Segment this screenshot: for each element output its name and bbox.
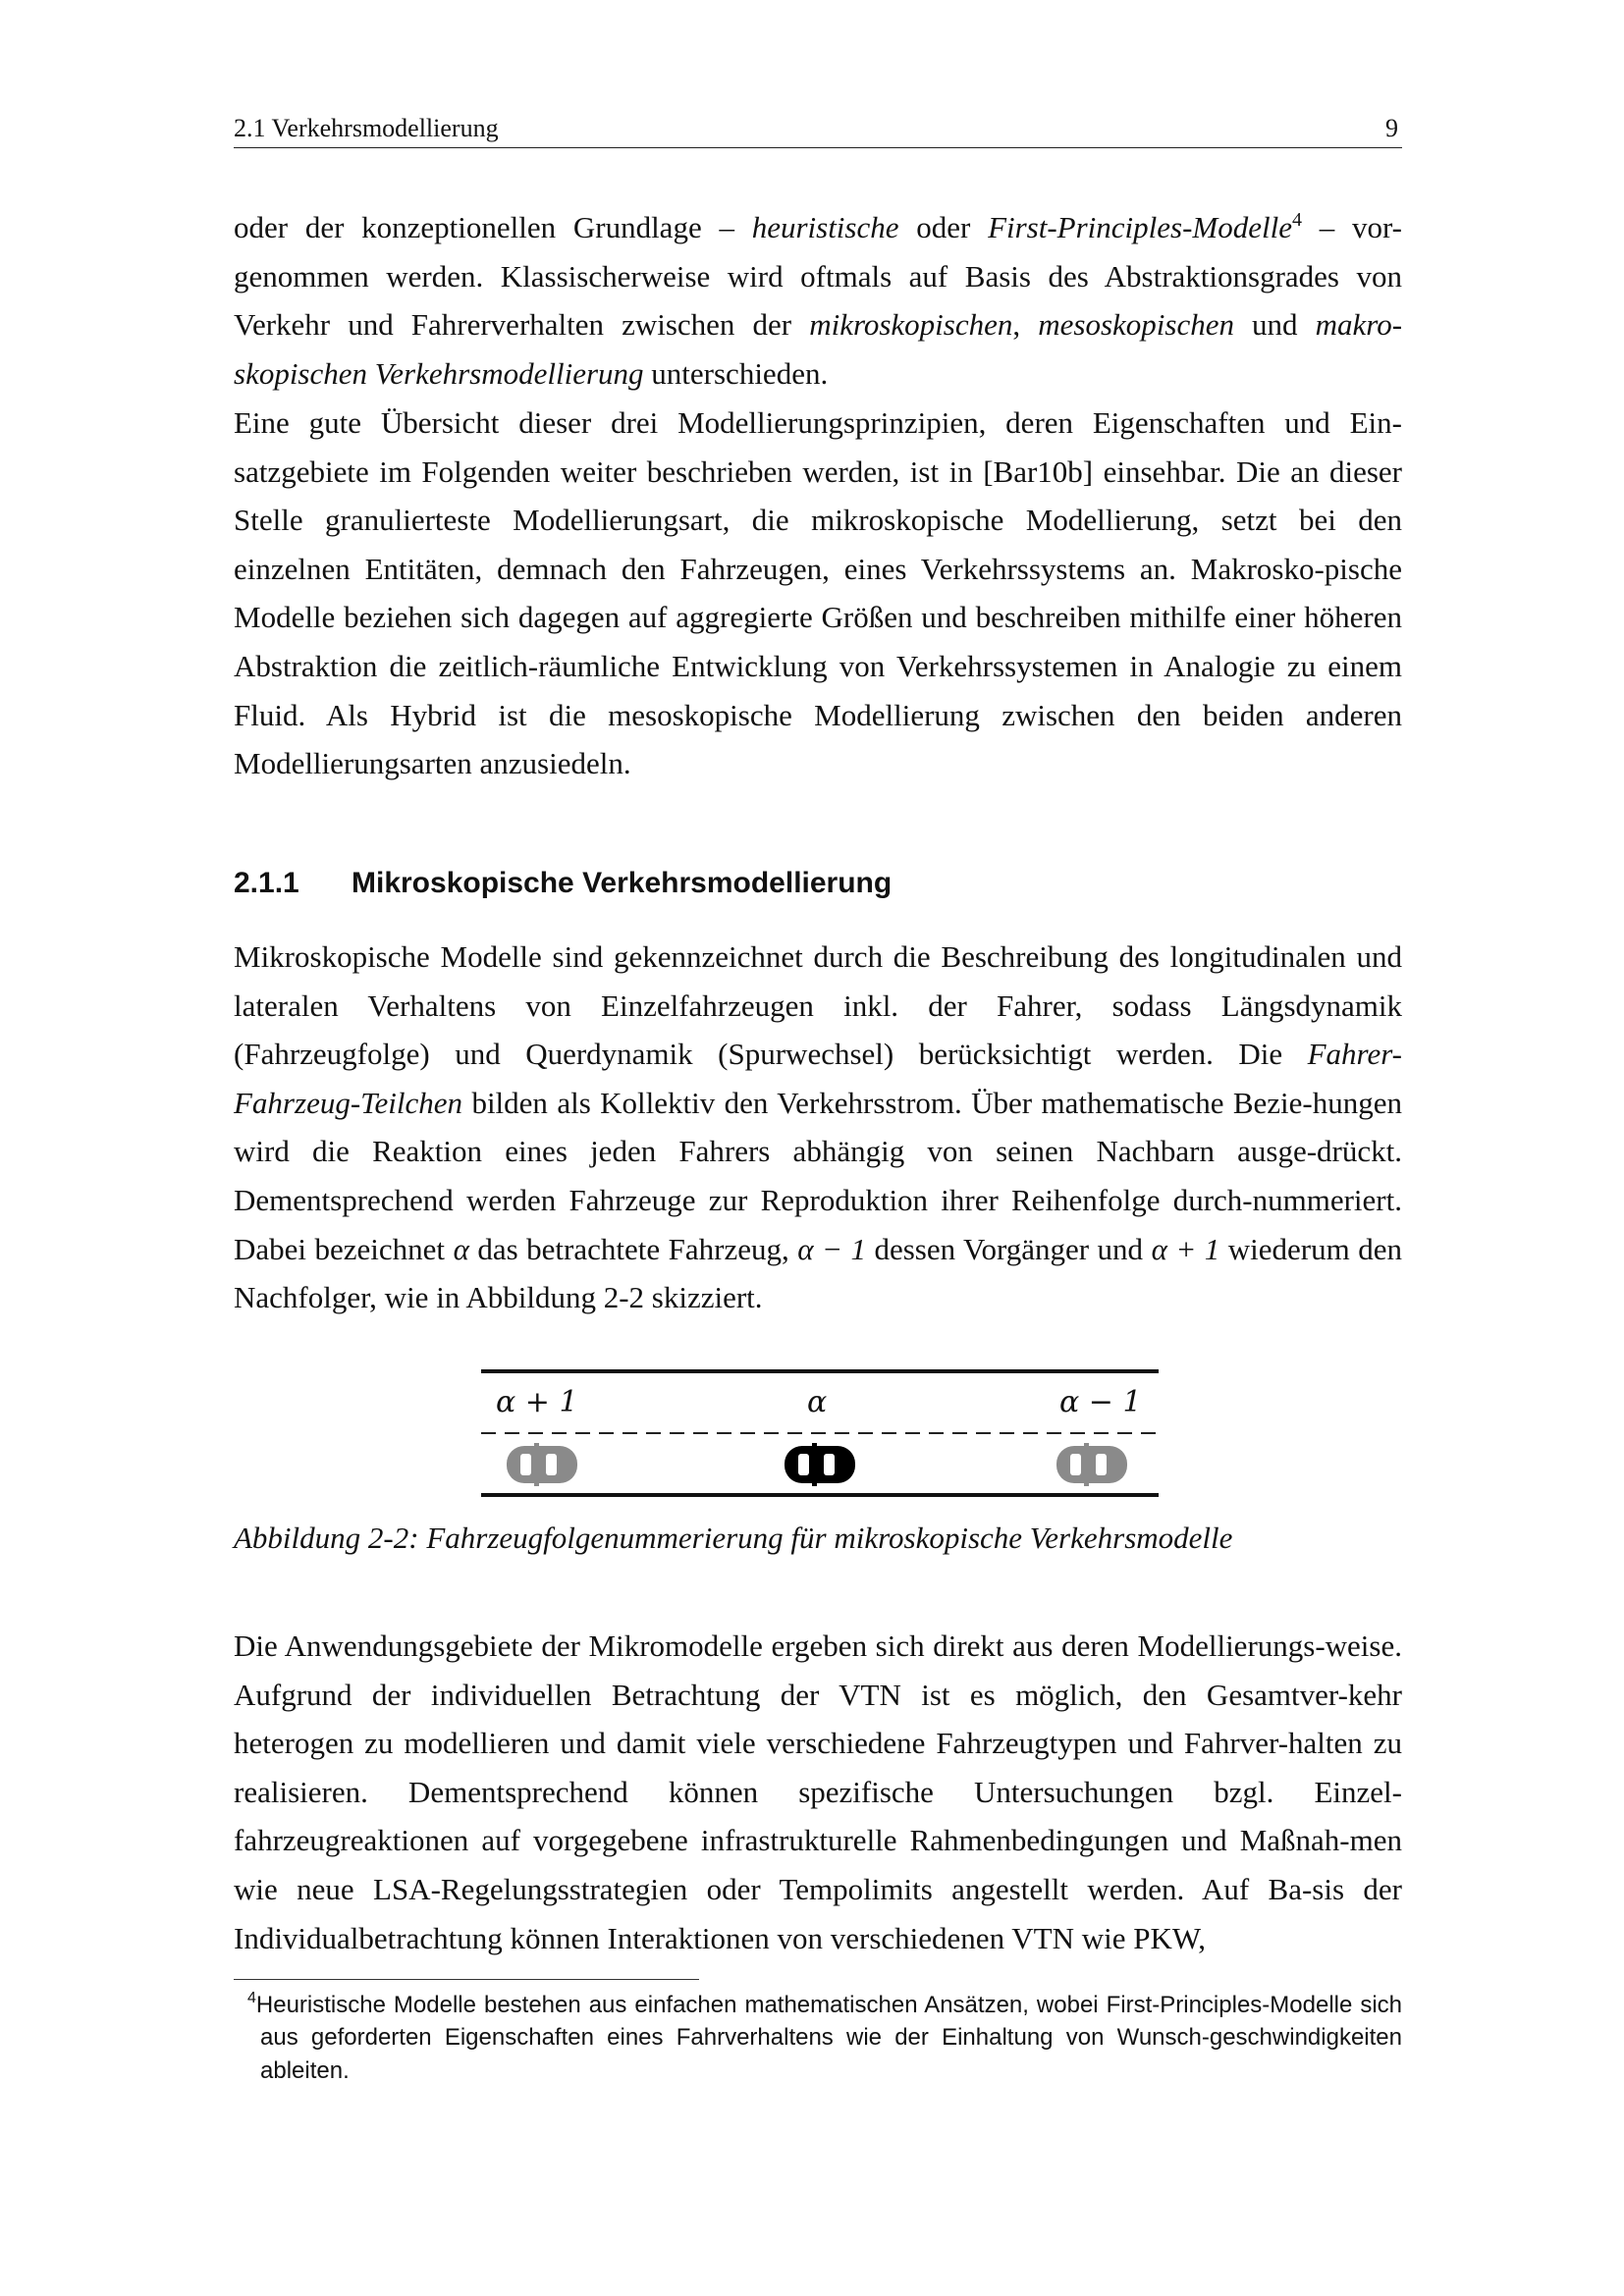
math-alpha-plus-1: α + 1 — [1151, 1231, 1220, 1266]
paragraph-3 — [234, 933, 1402, 1322]
label-alpha-minus-1: α − 1 — [1059, 1385, 1142, 1419]
vehicle-icon — [507, 1443, 577, 1486]
figure-caption — [234, 1519, 1402, 1558]
footnote-rule — [234, 1979, 699, 1980]
footnote-ref[interactable]: 4 — [1292, 209, 1302, 231]
label-alpha: α — [807, 1385, 828, 1419]
figure-2-2 — [481, 1355, 1159, 1502]
page-number: 9 — [1385, 114, 1398, 142]
para3-text: dessen Vorgänger und — [865, 1231, 1152, 1266]
para3-text: wiederum den Nachfolger, wie in Abbildung 2-2 skizziert. — [234, 1231, 1402, 1315]
footnote-mark: 4 — [247, 1990, 256, 2006]
vehicle-icon — [785, 1443, 855, 1486]
para1-text: oder der konzeptionellen Grundlage – — [234, 210, 752, 244]
footnote — [247, 1989, 1402, 2087]
para3-text: das betrachtete Fahrzeug, — [468, 1231, 798, 1266]
subsection-title: Mikroskopische Verkehrsmodellierung — [352, 867, 893, 899]
term-mesoskopisch: mesoskopischen — [1038, 307, 1234, 343]
caption-text: : Fahrzeugfolgenummerierung für mikroskopische Verkehrsmodelle — [408, 1521, 1233, 1555]
caption-ref[interactable]: Abbildung 2-2 — [234, 1521, 409, 1555]
term-heuristische: heuristische — [751, 210, 899, 244]
subsection-heading — [234, 864, 1402, 903]
footnote-text: Heuristische Modelle bestehen aus einfachen mathematischen Ansätzen, wobei First-Principles-Modelle sich aus geforderten Eigenschaften eines Fahrverhaltens wie der Einhaltung von Wunsch-geschwindigkeiten ableiten. — [255, 1992, 1402, 2084]
para1-text: – vor-genommen werden. Klassischerweise wird oftmals auf Basis des Abstraktionsgrades von Verkehr und Fahrerverhalten zwischen der — [234, 210, 1402, 343]
para1-text: oder — [898, 210, 989, 244]
term-makroskopisch: makro-skopischen Verkehrsmodellierung — [234, 307, 1403, 391]
para3-text: Mikroskopische Modelle sind gekennzeichnet durch die Beschreibung des longitudinalen und lateralen Verhaltens von Einzelfahrzeugen inkl. der Fahrer, sodass Längsdynamik (Fahrzeugfolge) und Querdynamik (Spurwechsel) berücksichtigt werden. Die — [234, 939, 1402, 1072]
term-first-principles: First-Principles-Modelle — [988, 210, 1292, 244]
para1-text: und — [1233, 307, 1316, 343]
term-fahrer-fahrzeug-teilchen: Fahrer-Fahrzeug-Teilchen — [234, 1037, 1402, 1120]
math-alpha-minus-1: α − 1 — [797, 1231, 866, 1266]
para1-text: , — [1012, 307, 1039, 343]
vehicle-icon — [1056, 1443, 1127, 1486]
paragraph-2: Eine gute Übersicht dieser drei Modellierungsprinzipien, deren Eigenschaften und Ein-satzgebiete im Folgenden weiter beschrieben werden, ist in [Bar10b] einsehbar. Die an dieser Stelle granulierteste Modellierungsart, die mikroskopische Modellierung, setzt bei den einzelnen Entitäten, demnach den Fahrzeugen, eines Verkehrssystems an. Makrosko-pische Modelle beziehen sich dagegen auf aggregierte Größen und beschreiben mithilfe einer höheren Abstraktion die zeitlich-räumliche Entwicklung von Verkehrssystemen in Analogie zu einem Fluid. Als Hybrid ist die mesoskopische Modellierung zwischen den beiden anderen Modellierungsarten anzusiedeln. — [234, 405, 1402, 781]
subsection-number: 2.1.1 — [234, 867, 299, 899]
para3-text: bilden als Kollektiv den Verkehrsstrom. Über mathematische Bezie-hungen wird die Reaktion eines jeden Fahrers abhängig von seinen Nachbarn ausge-drückt. Dementsprechend werden Fahrzeuge zur Reproduktion ihrer Reihenfolge durch-nummeriert. Dabei bezeichnet — [234, 1085, 1402, 1266]
para1-text: unterschieden. — [643, 355, 829, 391]
term-mikroskopisch: mikroskopischen — [809, 307, 1013, 343]
running-head-section: 2.1 Verkehrsmodellierung — [234, 114, 499, 142]
road-diagram — [481, 1355, 1159, 1502]
label-alpha-plus-1: α + 1 — [496, 1385, 578, 1419]
math-alpha: α — [453, 1231, 469, 1266]
paragraph-4: Die Anwendungsgebiete der Mikromodelle ergeben sich direkt aus deren Modellierungs-weise. Aufgrund der individuellen Betrachtung der VTN ist es möglich, den Gesamtver-kehr heterogen zu modellieren und damit viele verschiedene Fahrzeugtypen und Fahrver-halten zu realisieren. Dementsprechend können spezifische Untersuchungen bzgl. Einzel-fahrzeugreaktionen auf vorgegebene infrastrukturelle Rahmenbedingungen und Maßnah-men wie neue LSA-Regelungsstrategien oder Tempolimits angestellt werden. Auf Ba-sis der Individualbetrachtung können Interaktionen von verschiedenen VTN wie PKW, — [234, 1629, 1402, 1955]
running-head — [234, 110, 1402, 148]
paragraph-1 — [234, 203, 1402, 398]
